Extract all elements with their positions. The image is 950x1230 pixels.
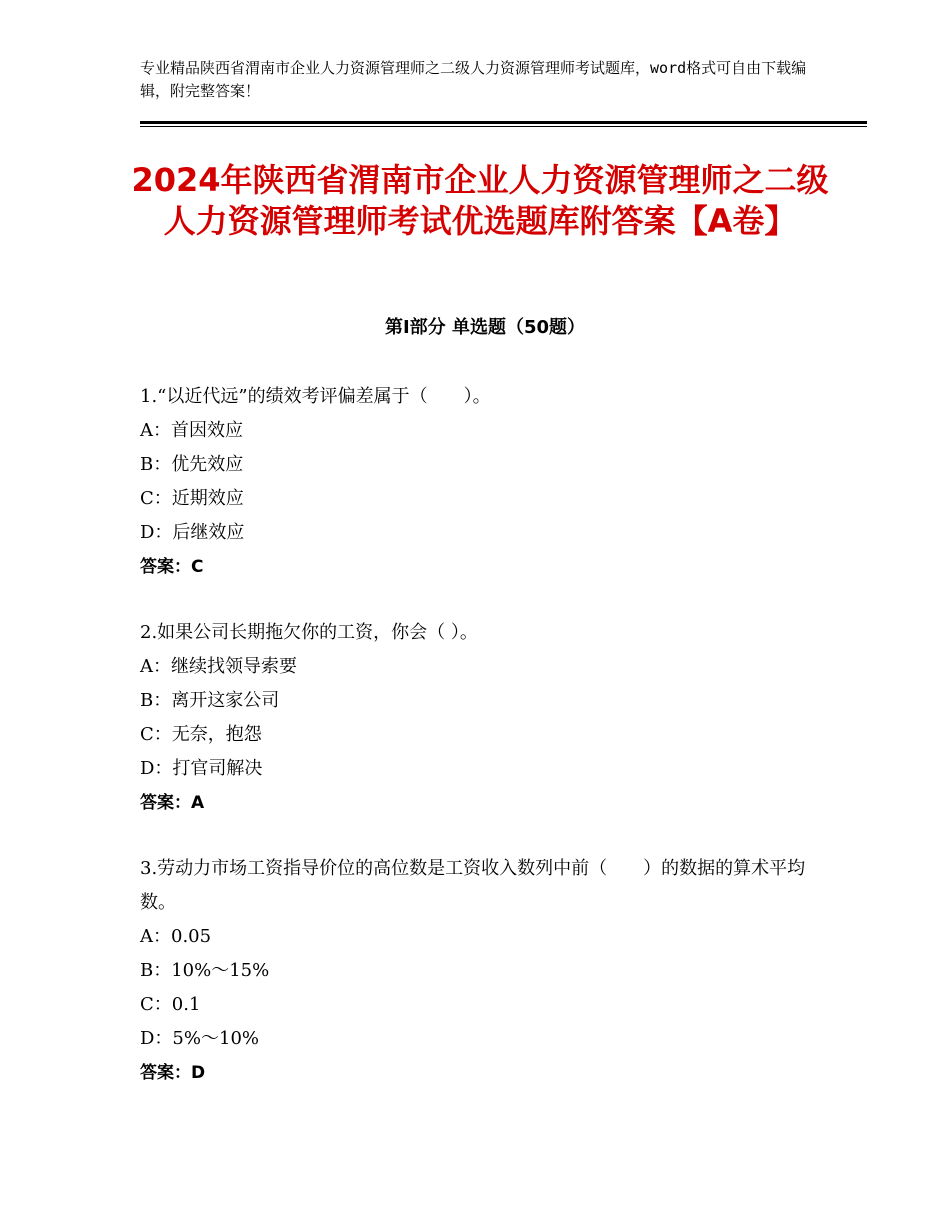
option-c: C：近期效应 — [140, 488, 244, 509]
option-b: B：离开这家公司 — [140, 690, 280, 711]
option-a: A：继续找领导索要 — [140, 656, 297, 677]
option-c: C：无奈，抱怨 — [140, 724, 262, 745]
option-d: D：打官司解决 — [140, 758, 263, 779]
option-b: B：优先效应 — [140, 454, 244, 475]
option-a: A：0.05 — [140, 926, 212, 947]
option-d: D：后继效应 — [140, 522, 245, 543]
question-3 — [140, 852, 810, 1090]
header-note: 专业精品陕西省渭南市企业人力资源管理师之二级人力资源管理师考试题库，word格式可自由下载编辑，附完整答案！ — [140, 59, 807, 100]
option-c: C：0.1 — [140, 994, 201, 1015]
question-stem: 1.“以近代远”的绩效考评偏差属于（ ）。 — [140, 386, 491, 407]
document-title: 2024年陕西省渭南市企业人力资源管理师之二级人力资源管理师考试优选题库附答案【A卷】 — [131, 161, 829, 240]
section-title: 第Ⅰ部分 单选题（50题） — [384, 317, 585, 338]
answer: 答案：C — [140, 557, 204, 577]
answer: 答案：D — [140, 1063, 206, 1083]
option-b: B：10%～15% — [140, 960, 270, 981]
option-d: D：5%～10% — [140, 1028, 259, 1049]
header-rule-thin — [140, 126, 867, 127]
question-2 — [140, 616, 810, 820]
question-stem: 2.如果公司长期拖欠你的工资，你会（ ）。 — [140, 622, 478, 643]
question-list — [140, 380, 810, 1122]
header-rule-thick — [140, 121, 867, 124]
question-stem: 3.劳动力市场工资指导价位的高位数是工资收入数列中前（ ）的数据的算术平均数。 — [140, 858, 806, 913]
answer: 答案：A — [140, 793, 205, 813]
option-a: A：首因效应 — [140, 420, 243, 441]
question-1 — [140, 380, 810, 584]
